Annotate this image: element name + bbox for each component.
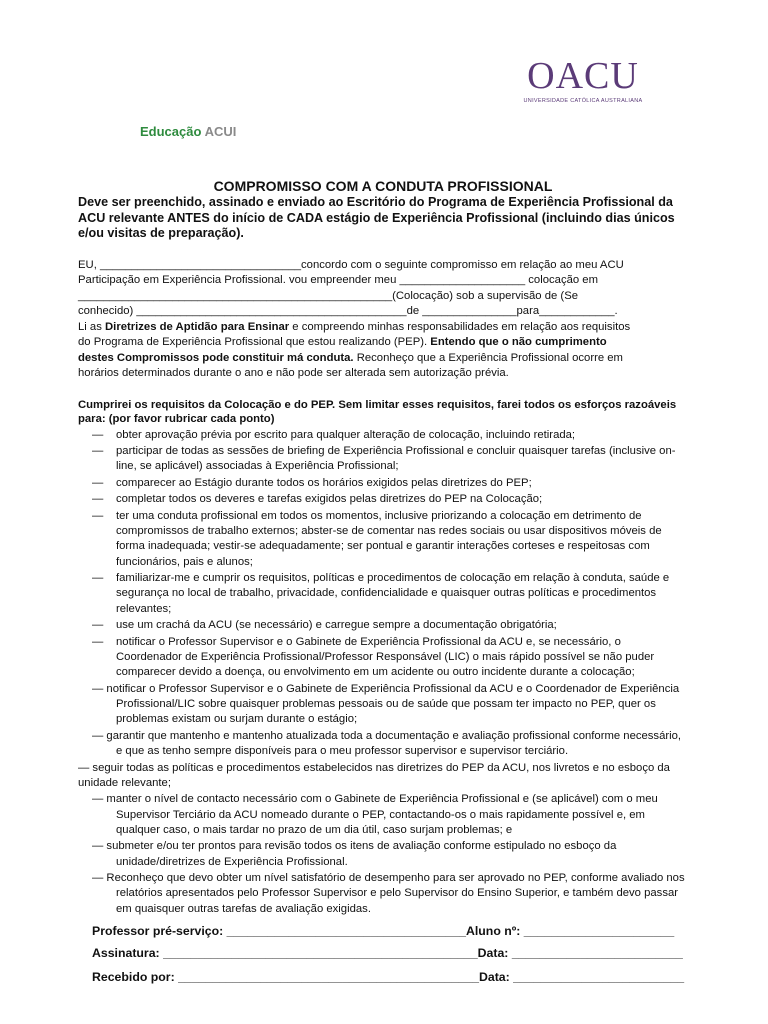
- list-item: [78, 492, 688, 507]
- list-item: — manter o nível de contacto necessário com o Gabinete de Experiência Profissional e (se aplicável) com o meu Supervisor Terciário da ACU nomeado durante o PEP, contactando-os o mais rapidamente possível e, em qualquer caso, o mais tardar no prazo de um dia útil, caso surjam problemas; e: [92, 793, 658, 836]
- signature-row[interactable]: Assinatura: ______________________________________________Data: _________________________: [92, 946, 683, 960]
- list-item-text: comparecer ao Estágio durante todos os horários exigidos pelas diretrizes do PEP;: [116, 476, 532, 489]
- list-item-text: ter uma conduta profissional em todos os momentos, inclusive priorizando a colocação em detrimento de compromissos de trabalho externos; abster-se de comentar nas redes sociais ou usar dispositivos móveis de forma inadequada; vestir-se adequadamente; ser pontual e garantir interações corteses e respeitosas com funcionários, pais e alunos;: [116, 510, 662, 568]
- commitment-line-6: [78, 335, 688, 351]
- commitment-line-7: [78, 351, 688, 367]
- text-fragment: do Programa de Experiência Profissional que estou realizando (PEP).: [78, 336, 431, 348]
- list-item-text: completar todos os deveres e tarefas exigidos pelas diretrizes do PEP na Colocação;: [116, 493, 543, 506]
- requirements-list: [78, 428, 688, 917]
- dash-bullet: —: [92, 493, 104, 506]
- received-by-row[interactable]: Recebido por: ____________________________________________Data: _________________________: [92, 970, 685, 984]
- commitment-line-1: EU, ________________________________concordo com o seguinte compromisso em relação ao meu ACU: [78, 258, 624, 271]
- list-item: [78, 444, 688, 474]
- list-item: — seguir todas as políticas e procedimentos estabelecidos nas diretrizes do PEP da ACU, nos livretos e no esboço da unidade relevante;: [78, 761, 670, 789]
- intro-instructions: Deve ser preenchido, assinado e enviado ao Escritório do Programa de Experiência Profissional da ACU relevante ANTES do início de CADA estágio de Experiência Profissional (incluindo dias únicos e/ou visitas de preparação).: [78, 195, 675, 240]
- list-item: — Reconheço que devo obter um nível satisfatório de desempenho para ser aprovado no PEP, conforme avaliado nos relatórios apresentados pelo Professor Supervisor e pelo Supervisor do Ensino Superior, e também devo passar em quaisquer outras tarefas de avaliação exigidas.: [92, 872, 685, 915]
- logo-subtitle: UNIVERSIDADE CATÓLICA AUSTRALIANA: [523, 98, 643, 104]
- list-item: — notificar o Professor Supervisor e o Gabinete de Experiência Profissional da ACU e o Coordenador de Experiência Profissional/LIC sobre quaisquer problemas pessoais ou de saúde que possam ter impacto no PEP, quer os problemas existam ou surjam durante o estágio;: [92, 682, 680, 726]
- dash-bullet: —: [92, 619, 104, 632]
- signature-block: [92, 920, 684, 988]
- misconduct-warning: Entendo que o não cumprimento: [430, 336, 607, 348]
- list-item: — garantir que mantenho e mantenho atualizada toda a documentação e avaliação profissional conforme necessário, e que as tenho sempre disponíveis para o meu professor supervisor e supervisor terciário.: [92, 729, 682, 758]
- misconduct-warning: destes Compromissos pode constituir má conduta.: [78, 351, 354, 364]
- education-acu: ACUI: [204, 124, 237, 139]
- guidelines-title: Diretrizes de Aptidão para Ensinar: [105, 320, 290, 333]
- requirements-header: Cumprirei os requisitos da Colocação e do PEP. Sem limitar esses requisitos, farei todos os esforços razoáveis para: (por favor rubricar cada ponto): [78, 398, 677, 425]
- list-item: [78, 509, 688, 570]
- text-fragment: Reconheço que a Experiência Profissional ocorre em: [353, 351, 623, 364]
- list-item: [78, 635, 688, 681]
- dash-bullet: —: [92, 510, 104, 523]
- list-item-text: notificar o Professor Supervisor e o Gabinete de Experiência Profissional da ACU e, se necessário, o Coordenador de Experiência Profissional/Professor Responsável (LIC) o mais rápido possível se não puder comparecer devido a doença, ou envolvimento em um acidente ou outro incidente durante a colocação;: [116, 635, 655, 679]
- dash-bullet: —: [92, 476, 104, 489]
- commitment-line-2: Participação em Experiência Profissional. vou empreender meu ____________________ colocação em: [78, 274, 598, 286]
- list-item: [78, 476, 688, 491]
- commitment-paragraph: [78, 258, 688, 382]
- commitment-line-3: __________________________________________________(Colocação) sob a supervisão de (Se: [78, 289, 579, 302]
- text-fragment: Li as: [78, 320, 106, 333]
- acu-logo: [518, 56, 648, 104]
- list-item: [78, 571, 688, 617]
- commitment-line-5: [78, 320, 688, 336]
- education-heading: [140, 124, 236, 139]
- list-item: [78, 428, 688, 443]
- list-item-text: participar de todas as sessões de briefing de Experiência Profissional e concluir quaisquer tarefas (inclusive on-line, se aplicável) associadas à Experiência Profissional;: [116, 445, 676, 473]
- list-item-text: use um crachá da ACU (se necessário) e carregue sempre a documentação obrigatória;: [116, 619, 557, 632]
- list-item: — submeter e/ou ter prontos para revisão todos os itens de avaliação conforme estipulado no esboço da unidade/diretrizes de Experiência Profissional.: [92, 840, 617, 868]
- commitment-line-4: conhecido) ___________________________________________de _______________para____________.: [78, 305, 618, 317]
- dash-bullet: —: [92, 572, 104, 585]
- document-body: [78, 178, 688, 918]
- page-title: COMPROMISSO COM A CONDUTA PROFISSIONAL: [213, 178, 553, 194]
- logo-wordmark: OACU: [527, 55, 639, 97]
- list-item-text: familiarizar-me e cumprir os requisitos, políticas e procedimentos de colocação em relação à conduta, saúde e segurança no local de trabalho, privacidade, confidencialidade e quaisquer outras políticas e procedimentos relevantes;: [116, 572, 670, 615]
- commitment-line-8: horários determinados durante o ano e não pode ser alterada sem autorização prévia.: [78, 367, 509, 379]
- list-item: [78, 618, 688, 633]
- text-fragment: e compreendo minhas responsabilidades em relação aos requisitos: [289, 320, 631, 333]
- dash-bullet: —: [92, 445, 104, 458]
- list-item-text: obter aprovação prévia por escrito para qualquer alteração de colocação, incluindo retirada;: [116, 428, 576, 441]
- dash-bullet: —: [92, 635, 104, 648]
- dash-bullet: —: [92, 428, 104, 441]
- education-word: Educação: [140, 124, 202, 139]
- preservice-teacher-row[interactable]: Professor pré-serviço: ___________________________________Aluno nº: ______________________: [92, 924, 675, 938]
